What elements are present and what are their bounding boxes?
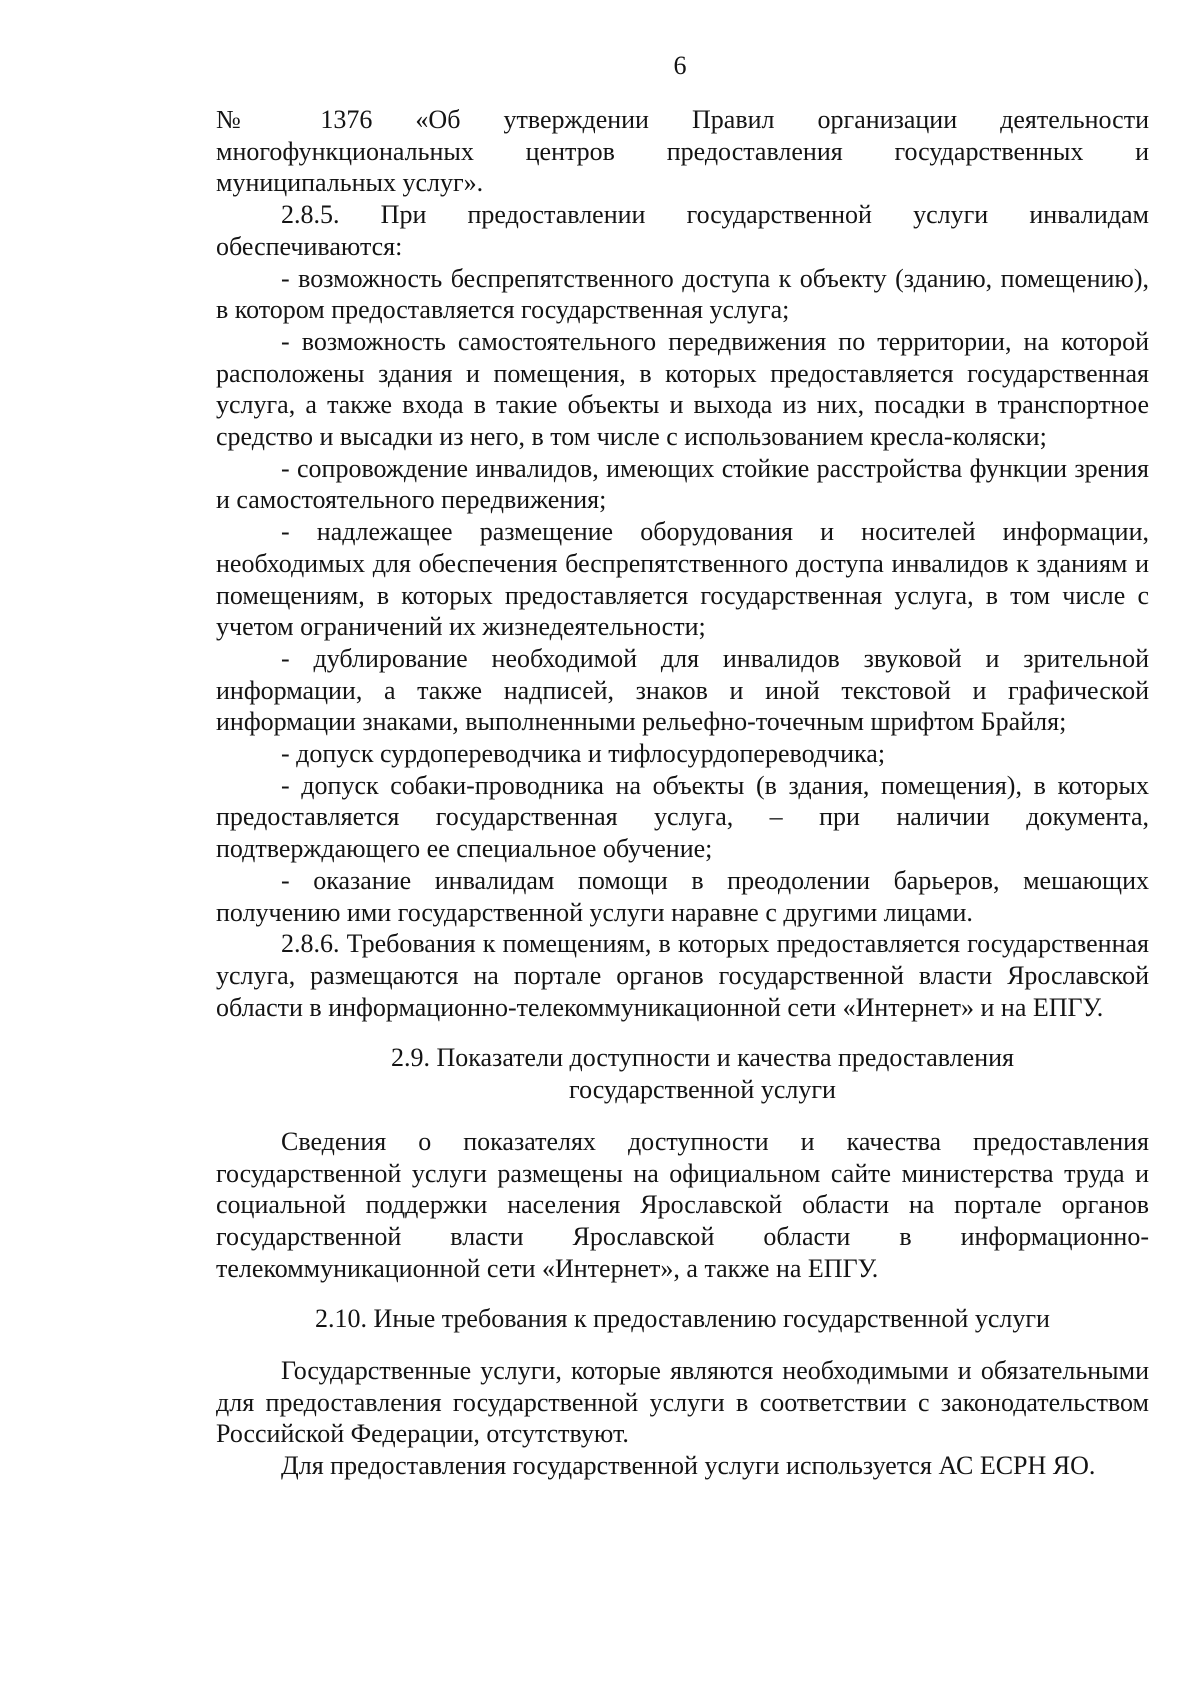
paragraph-continuation: № 1376 «Об утверждении Правил организации деятельности многофункциональных центров предоставления государственных и муниципальных услуг». bbox=[216, 105, 1149, 198]
paragraph-2-8-5: 2.8.5. При предоставлении государственной услуги инвалидам обеспечиваются: bbox=[216, 200, 1149, 261]
list-item-movement: - возможность самостоятельного передвижения по территории, на которой расположены здания и помещения, в которых предоставляется государственная услуга, а также входа в такие объекты и выхода из них, посадки в транспортное средство и высадки из него, в том числе с использованием кресла-коляски; bbox=[216, 326, 1149, 452]
list-item-assistance: - оказание инвалидам помощи в преодолении барьеров, мешающих получению ими государственной услуги наравне с другими лицами. bbox=[216, 865, 1149, 927]
list-item-braille: - дублирование необходимой для инвалидов звуковой и зрительной информации, а также надписей, знаков и иной текстовой и графической информации знаками, выполненными рельефно-точечным шрифтом Брайля; bbox=[216, 643, 1149, 737]
section-heading-2-9-line2: государственной услуги bbox=[569, 1075, 836, 1105]
list-item-escort: - сопровождение инвалидов, имеющих стойкие расстройства функции зрения и самостоятельного передвижения; bbox=[216, 453, 1149, 515]
paragraph-2-9: Сведения о показателях доступности и качества предоставления государственной услуги размещены на официальном сайте министерства труда и социальной поддержки населения Ярославской области на портале органов государственной власти Ярославской области в информационно-телекоммуникационной сети «Интернет», а также на ЕПГУ. bbox=[216, 1126, 1149, 1283]
list-item-guide-dog: - допуск собаки-проводника на объекты (в здания, помещения), в которых предоставляется государственная услуга, – при наличии документа, подтверждающего ее специальное обучение; bbox=[216, 770, 1149, 864]
section-heading-2-9-line1: 2.9. Показатели доступности и качества предоставления bbox=[391, 1043, 1014, 1073]
page-number: 6 bbox=[673, 51, 687, 80]
section-heading-2-10: 2.10. Иные требования к предоставлению государственной услуги bbox=[315, 1304, 1050, 1334]
list-item-equipment: - надлежащее размещение оборудования и носителей информации, необходимых для обеспечения беспрепятственного доступа инвалидов к зданиям и помещениям, в которых предоставляется государственная услуга, в том числе с учетом ограничений их жизнедеятельности; bbox=[216, 517, 1149, 642]
document-body bbox=[216, 104, 1149, 1482]
list-item-interpreter: - допуск сурдопереводчика и тифлосурдопереводчика; bbox=[281, 739, 886, 769]
paragraph-2-8-6: 2.8.6. Требования к помещениям, в которых предоставляется государственная услуга, размещаются на портале органов государственной власти Ярославской области в информационно-телекоммуникационной сети «Интернет» и на ЕПГУ. bbox=[216, 929, 1149, 1022]
paragraph-2-10-b: Для предоставления государственной услуги используется АС ЕСРН ЯО. bbox=[281, 1451, 1096, 1481]
list-item-access: - возможность беспрепятственного доступа к объекту (зданию, помещению), в котором предоставляется государственная услуга; bbox=[216, 263, 1149, 325]
paragraph-2-10-a: Государственные услуги, которые являются необходимыми и обязательными для предоставления государственной услуги в соответствии с законодательством Российской Федерации, отсутствуют. bbox=[216, 1356, 1149, 1449]
